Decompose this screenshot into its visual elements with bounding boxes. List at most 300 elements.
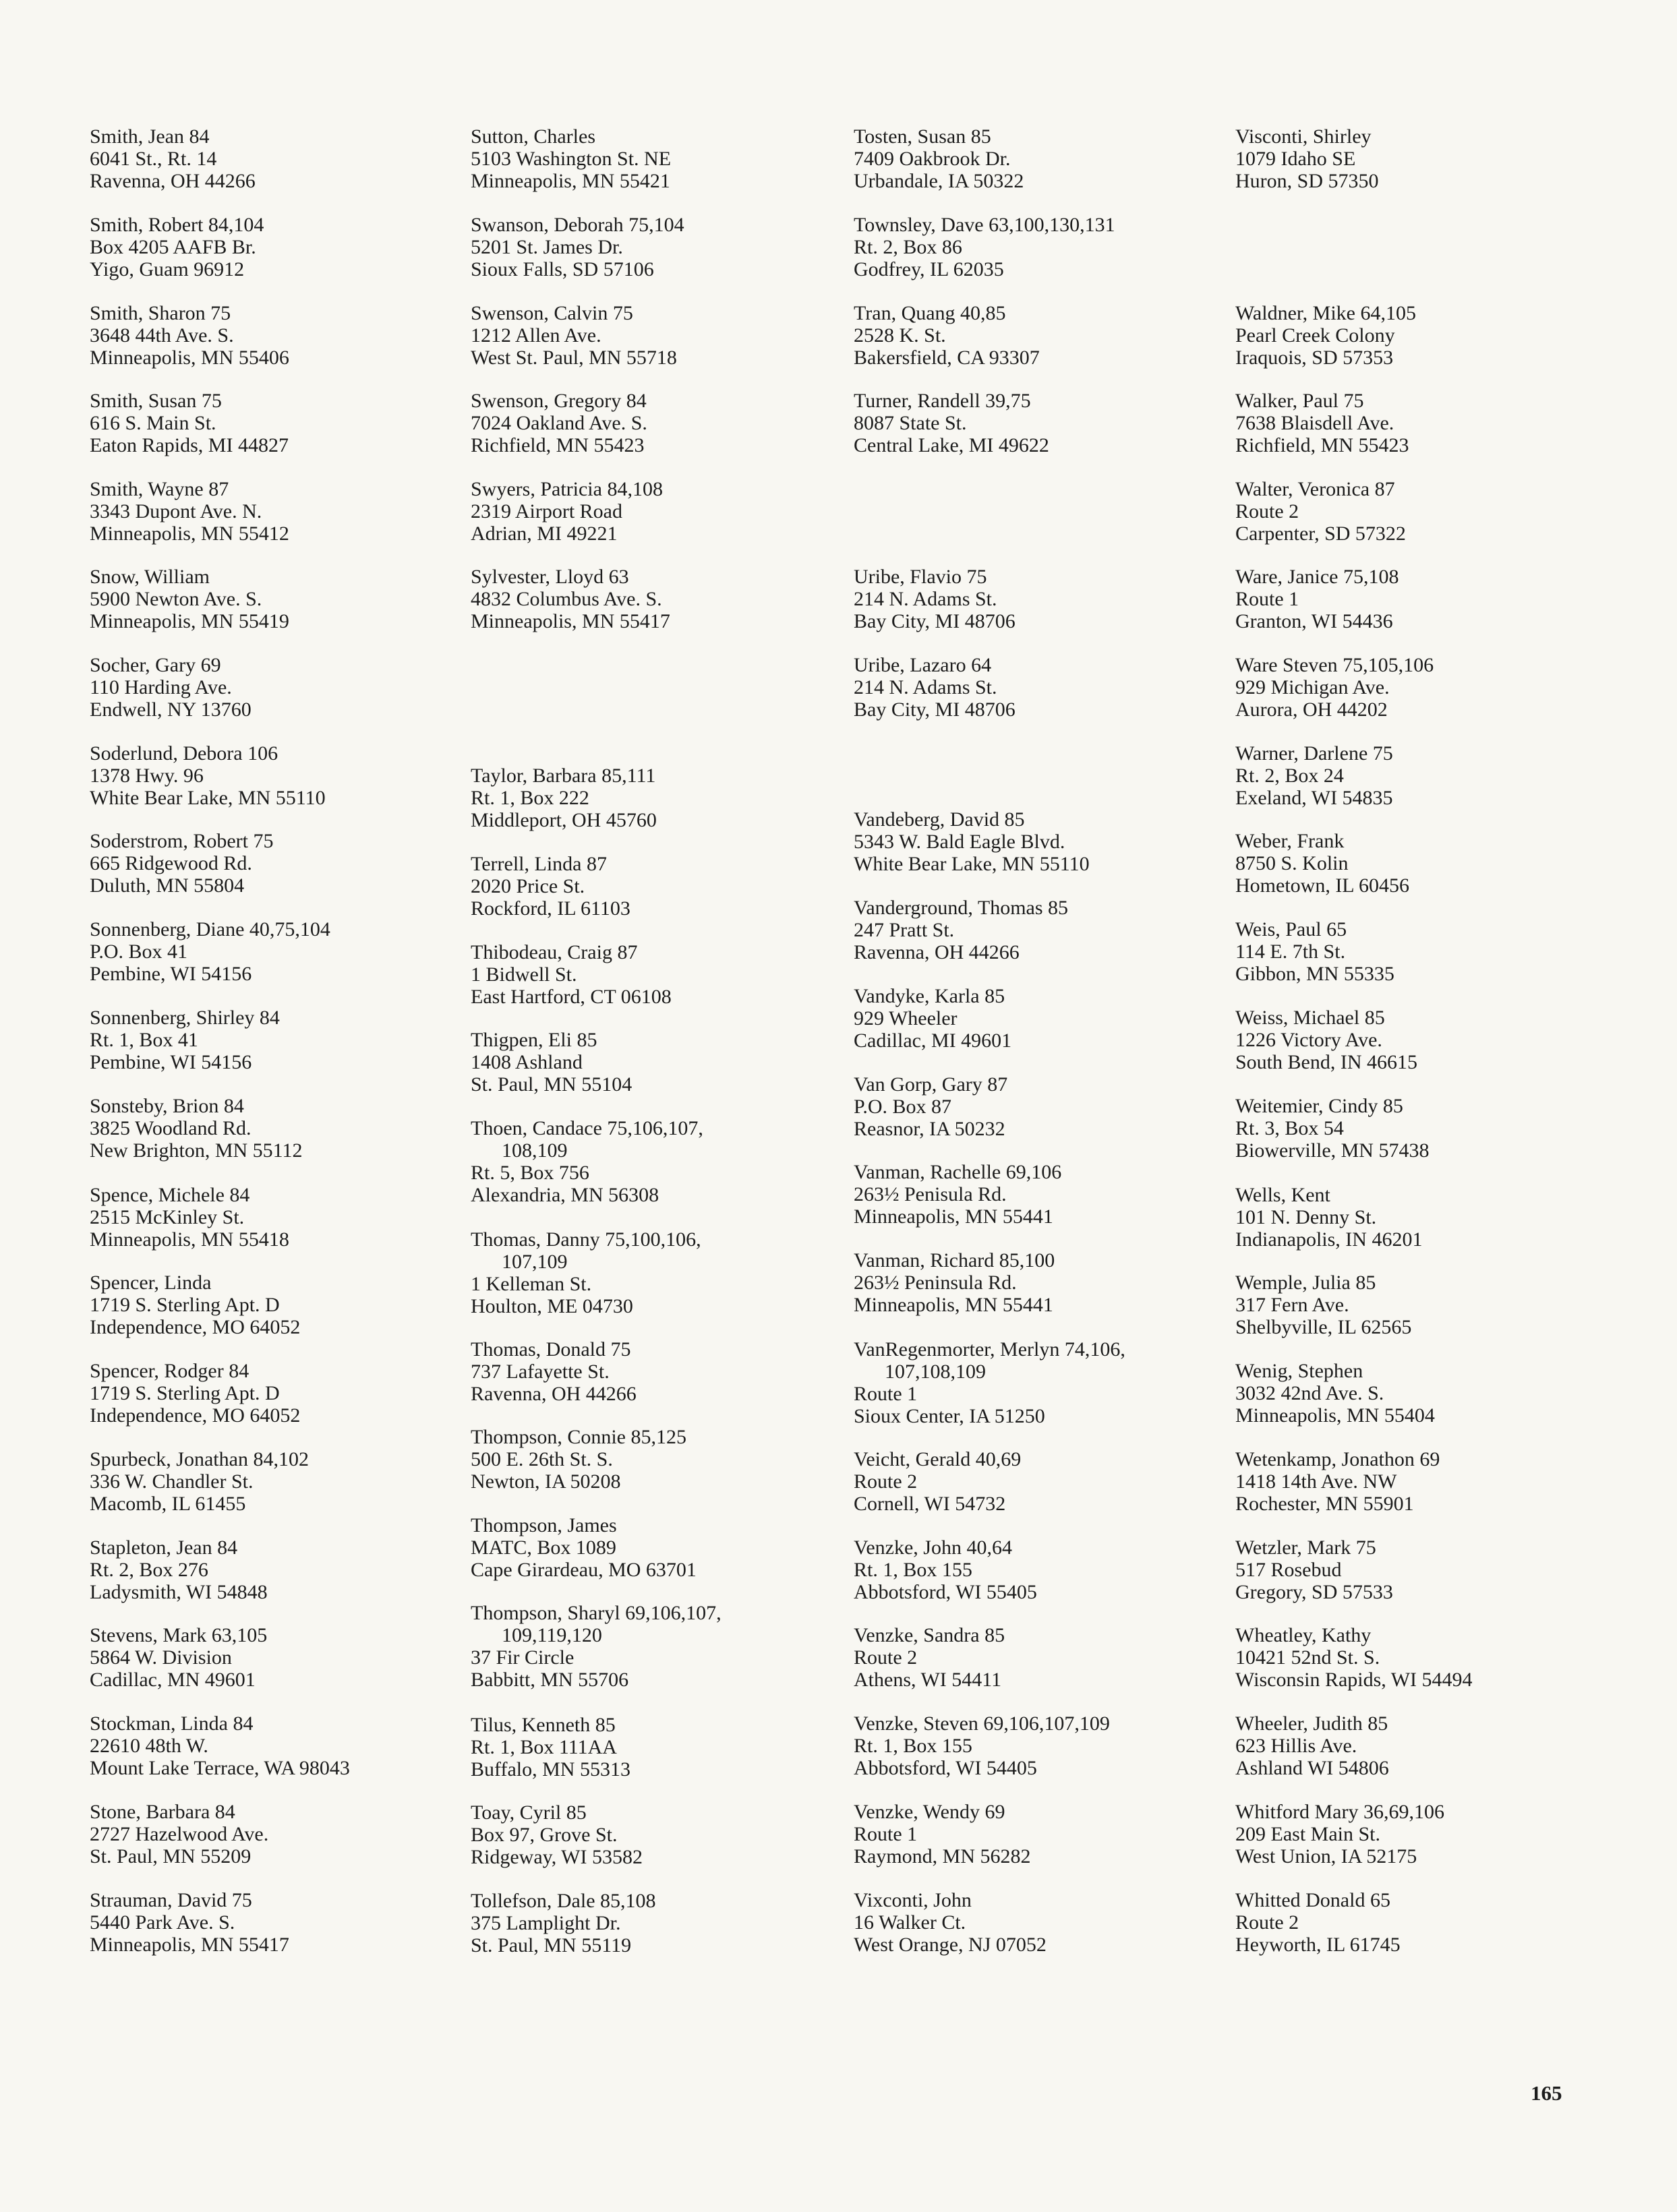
entry-name: Smith, Sharon 75: [90, 302, 231, 324]
page-number: 165: [1531, 2081, 1562, 2105]
directory-entry: [90, 918, 474, 985]
directory-entry: [90, 390, 474, 456]
directory-entry: [1235, 390, 1620, 456]
directory-entry: [1235, 654, 1620, 721]
entry-address-line: St. Paul, MN 55119: [471, 1934, 632, 1956]
entry-name: Weber, Frank: [1235, 830, 1345, 852]
directory-entry: [854, 125, 1238, 192]
entry-name: Spence, Michele 84: [90, 1184, 250, 1206]
entry-name: Spencer, Linda: [90, 1272, 212, 1294]
entry-name: Thompson, Sharyl 69,106,107,: [471, 1602, 722, 1624]
directory-entry: [854, 1889, 1238, 1956]
entry-address-line: Rt. 2, Box 276: [90, 1559, 208, 1581]
entry-name: Venzke, John 40,64: [854, 1536, 1012, 1559]
entry-name: Weis, Paul 65: [1235, 918, 1347, 940]
entry-address-line: Sioux Center, IA 51250: [854, 1405, 1045, 1427]
directory-entry: [854, 1161, 1238, 1228]
entry-address-line: Cadillac, MI 49601: [854, 1029, 1012, 1052]
entry-address-line: Ravenna, OH 44266: [90, 170, 256, 192]
entry-address-line: Godfrey, IL 62035: [854, 258, 1004, 280]
entry-name: Veicht, Gerald 40,69: [854, 1448, 1022, 1470]
entry-name: Swenson, Gregory 84: [471, 390, 647, 412]
entry-name: Thoen, Candace 75,106,107,: [471, 1117, 703, 1139]
directory-entry: [471, 1426, 855, 1493]
entry-name: Vandeberg, David 85: [854, 808, 1025, 831]
entry-address-line: 1226 Victory Ave.: [1235, 1029, 1382, 1051]
directory-entry: [1235, 302, 1620, 369]
entry-name: Weiss, Michael 85: [1235, 1007, 1385, 1029]
directory-entry: [854, 1338, 1238, 1427]
directory-entry: [471, 1117, 855, 1206]
entry-address-line: 263½ Peninsula Rd.: [854, 1272, 1017, 1294]
entry-address-line: Box 4205 AAFB Br.: [90, 236, 256, 258]
entry-address-line: Independence, MO 64052: [90, 1316, 301, 1338]
directory-entry: [90, 1184, 474, 1251]
entry-address-line: Minneapolis, MN 55441: [854, 1294, 1053, 1316]
directory-entry: [471, 390, 855, 456]
entry-name: Wetzler, Mark 75: [1235, 1536, 1376, 1559]
directory-entry: [854, 1073, 1238, 1140]
directory-entry: [1235, 1184, 1620, 1251]
entry-address-line: Bay City, MI 48706: [854, 698, 1016, 721]
entry-name: Swanson, Deborah 75,104: [471, 214, 684, 236]
entry-name: Spencer, Rodger 84: [90, 1360, 249, 1382]
entry-name: Townsley, Dave 63,100,130,131: [854, 214, 1115, 236]
entry-name-continuation: 107,108,109: [885, 1361, 986, 1383]
entry-address-line: 1 Kelleman St.: [471, 1273, 592, 1295]
entry-address-line: 616 S. Main St.: [90, 412, 216, 434]
directory-entry: [90, 1095, 474, 1162]
directory-entry: [1235, 1095, 1620, 1162]
entry-address-line: 101 N. Denny St.: [1235, 1206, 1377, 1228]
entry-name: Vanman, Richard 85,100: [854, 1249, 1055, 1272]
entry-address-line: 1079 Idaho SE: [1235, 148, 1356, 170]
entry-address-line: 5864 W. Division: [90, 1646, 232, 1669]
entry-address-line: Rt. 1, Box 111AA: [471, 1736, 617, 1758]
entry-address-line: Rochester, MN 55901: [1235, 1493, 1414, 1515]
entry-address-line: Rt. 1, Box 155: [854, 1735, 972, 1757]
directory-entry: [471, 1602, 855, 1691]
entry-address-line: 375 Lamplight Dr.: [471, 1912, 621, 1934]
directory-entry: [471, 214, 855, 280]
entry-address-line: Gibbon, MN 55335: [1235, 963, 1394, 985]
entry-name: Thompson, James: [471, 1514, 617, 1536]
directory-entry: [90, 125, 474, 192]
directory-entry: [90, 478, 474, 545]
entry-address-line: 8750 S. Kolin: [1235, 852, 1349, 874]
directory-entry: [1235, 742, 1620, 809]
entry-name: Whitford Mary 36,69,106: [1235, 1801, 1444, 1823]
entry-name-continuation: 108,109: [502, 1139, 568, 1162]
entry-address-line: Indianapolis, IN 46201: [1235, 1228, 1423, 1251]
entry-address-line: Route 1: [1235, 588, 1299, 610]
entry-name: Ware, Janice 75,108: [1235, 566, 1399, 588]
entry-name: Venzke, Wendy 69: [854, 1801, 1005, 1823]
entry-address-line: 1408 Ashland: [471, 1051, 583, 1073]
entry-address-line: Reasnor, IA 50232: [854, 1118, 1005, 1140]
entry-address-line: 6041 St., Rt. 14: [90, 148, 217, 170]
directory-entry: [854, 1536, 1238, 1603]
entry-name: Tran, Quang 40,85: [854, 302, 1006, 324]
entry-address-line: 317 Fern Ave.: [1235, 1294, 1349, 1316]
directory-entry: [471, 478, 855, 545]
entry-address-line: 7638 Blaisdell Ave.: [1235, 412, 1394, 434]
entry-name: Thomas, Donald 75: [471, 1338, 631, 1361]
directory-entry: [90, 654, 474, 721]
entry-address-line: New Brighton, MN 55112: [90, 1139, 303, 1162]
entry-name: Smith, Jean 84: [90, 125, 210, 148]
entry-name: Wenig, Stephen: [1235, 1360, 1363, 1382]
entry-name: Sylvester, Lloyd 63: [471, 566, 629, 588]
entry-address-line: 2020 Price St.: [471, 875, 585, 897]
directory-entry: [90, 1360, 474, 1427]
entry-address-line: Cadillac, MN 49601: [90, 1669, 256, 1691]
entry-address-line: Biowerville, MN 57438: [1235, 1139, 1430, 1162]
entry-address-line: Minneapolis, MN 55419: [90, 610, 289, 632]
entry-address-line: White Bear Lake, MN 55110: [854, 853, 1090, 875]
entry-address-line: South Bend, IN 46615: [1235, 1051, 1417, 1073]
entry-address-line: Adrian, MI 49221: [471, 522, 618, 545]
directory-entry: [854, 1624, 1238, 1691]
entry-address-line: Athens, WI 54411: [854, 1669, 1002, 1691]
directory-entry: [471, 941, 855, 1008]
directory-entry: [90, 566, 474, 632]
directory-entry: [854, 1801, 1238, 1867]
directory-entry: [1235, 1712, 1620, 1779]
entry-address-line: Ashland WI 54806: [1235, 1757, 1389, 1779]
entry-address-line: 336 W. Chandler St.: [90, 1470, 254, 1493]
entry-address-line: Alexandria, MN 56308: [471, 1184, 659, 1206]
entry-name: Walker, Paul 75: [1235, 390, 1364, 412]
entry-address-line: 247 Pratt St.: [854, 919, 955, 941]
entry-name: Stapleton, Jean 84: [90, 1536, 238, 1559]
entry-address-line: Yigo, Guam 96912: [90, 258, 245, 280]
entry-address-line: Minneapolis, MN 55406: [90, 347, 289, 369]
directory-entry: [471, 1338, 855, 1405]
entry-address-line: 5343 W. Bald Eagle Blvd.: [854, 831, 1065, 853]
entry-name: Uribe, Flavio 75: [854, 566, 987, 588]
directory-entry: [90, 214, 474, 280]
entry-name: Sutton, Charles: [471, 125, 595, 148]
directory-entry: [1235, 1536, 1620, 1603]
entry-address-line: Central Lake, MI 49622: [854, 434, 1049, 456]
entry-address-line: Ravenna, OH 44266: [471, 1383, 637, 1405]
entry-address-line: Babbitt, MN 55706: [471, 1669, 629, 1691]
entry-name: Ware Steven 75,105,106: [1235, 654, 1434, 676]
entry-name: Smith, Susan 75: [90, 390, 222, 412]
entry-name: Snow, William: [90, 566, 210, 588]
entry-address-line: 209 East Main St.: [1235, 1823, 1380, 1845]
entry-name: Sonnenberg, Diane 40,75,104: [90, 918, 330, 940]
directory-entry: [1235, 1360, 1620, 1427]
entry-name: Wheatley, Kathy: [1235, 1624, 1372, 1646]
directory-entry: [90, 1624, 474, 1691]
entry-address-line: Carpenter, SD 57322: [1235, 522, 1406, 545]
entry-name: Tilus, Kenneth 85: [471, 1714, 616, 1736]
entry-address-line: Cornell, WI 54732: [854, 1493, 1006, 1515]
entry-address-line: Box 97, Grove St.: [471, 1824, 618, 1846]
entry-name: Tollefson, Dale 85,108: [471, 1890, 656, 1912]
directory-entry: [90, 1712, 474, 1779]
entry-address-line: Gregory, SD 57533: [1235, 1581, 1393, 1603]
entry-address-line: Houlton, ME 04730: [471, 1295, 633, 1317]
entry-address-line: Bakersfield, CA 93307: [854, 347, 1040, 369]
directory-entry: [90, 1272, 474, 1338]
entry-address-line: 1719 S. Sterling Apt. D: [90, 1382, 280, 1404]
entry-name: Vandyke, Karla 85: [854, 985, 1005, 1007]
directory-entry: [471, 1801, 855, 1868]
entry-name: Smith, Robert 84,104: [90, 214, 264, 236]
entry-name: VanRegenmorter, Merlyn 74,106,: [854, 1338, 1125, 1361]
entry-address-line: 3343 Dupont Ave. N.: [90, 500, 262, 522]
entry-address-line: Minneapolis, MN 55417: [90, 1934, 289, 1956]
entry-address-line: 8087 State St.: [854, 412, 967, 434]
directory-entry: [854, 808, 1238, 875]
directory-entry: [90, 1536, 474, 1603]
directory-entry: [471, 1890, 855, 1956]
entry-name: Strauman, David 75: [90, 1889, 252, 1911]
entry-address-line: 1378 Hwy. 96: [90, 765, 204, 787]
entry-address-line: Exeland, WI 54835: [1235, 787, 1393, 809]
entry-name: Whitted Donald 65: [1235, 1889, 1390, 1911]
entry-address-line: 10421 52nd St. S.: [1235, 1646, 1380, 1669]
entry-name: Smith, Wayne 87: [90, 478, 229, 500]
directory-entry: [1235, 1889, 1620, 1956]
entry-name: Turner, Randell 39,75: [854, 390, 1031, 412]
directory-entry: [1235, 1272, 1620, 1338]
entry-address-line: 1418 14th Ave. NW: [1235, 1470, 1397, 1493]
entry-name: Taylor, Barbara 85,111: [471, 765, 656, 787]
directory-entry: [471, 1228, 855, 1317]
directory-entry: [854, 390, 1238, 456]
entry-address-line: Newton, IA 50208: [471, 1470, 621, 1493]
entry-address-line: 500 E. 26th St. S.: [471, 1448, 613, 1470]
entry-address-line: 214 N. Adams St.: [854, 588, 997, 610]
entry-address-line: East Hartford, CT 06108: [471, 986, 672, 1008]
entry-name: Vixconti, John: [854, 1889, 972, 1911]
entry-address-line: 5201 St. James Dr.: [471, 236, 623, 258]
entry-address-line: Macomb, IL 61455: [90, 1493, 246, 1515]
directory-entry: [854, 1448, 1238, 1515]
directory-entry: [1235, 125, 1620, 192]
directory-entry: [854, 985, 1238, 1052]
entry-name: Uribe, Lazaro 64: [854, 654, 992, 676]
entry-address-line: Route 2: [854, 1470, 918, 1493]
entry-address-line: Ravenna, OH 44266: [854, 941, 1020, 963]
entry-address-line: 22610 48th W.: [90, 1735, 208, 1757]
entry-name: Vanderground, Thomas 85: [854, 897, 1069, 919]
entry-address-line: 7409 Oakbrook Dr.: [854, 148, 1011, 170]
entry-address-line: 929 Michigan Ave.: [1235, 676, 1390, 698]
entry-address-line: 37 Fir Circle: [471, 1646, 575, 1669]
entry-name: Walter, Veronica 87: [1235, 478, 1395, 500]
entry-name: Wemple, Julia 85: [1235, 1272, 1376, 1294]
entry-name: Visconti, Shirley: [1235, 125, 1372, 148]
entry-address-line: Granton, WI 54436: [1235, 610, 1393, 632]
directory-entry: [471, 853, 855, 920]
entry-name: Socher, Gary 69: [90, 654, 221, 676]
entry-name: Weitemier, Cindy 85: [1235, 1095, 1403, 1117]
entry-name: Vanman, Rachelle 69,106: [854, 1161, 1062, 1183]
entry-address-line: Route 2: [1235, 1911, 1299, 1934]
entry-address-line: 1 Bidwell St.: [471, 963, 577, 986]
entry-address-line: 16 Walker Ct.: [854, 1911, 966, 1934]
entry-address-line: Huron, SD 57350: [1235, 170, 1379, 192]
entry-name: Venzke, Steven 69,106,107,109: [854, 1712, 1110, 1735]
entry-address-line: Shelbyville, IL 62565: [1235, 1316, 1412, 1338]
directory-entry: [854, 897, 1238, 963]
entry-address-line: Richfield, MN 55423: [471, 434, 645, 456]
entry-name: Thigpen, Eli 85: [471, 1029, 597, 1051]
entry-address-line: Abbotsford, WI 55405: [854, 1581, 1037, 1603]
directory-entry: [1235, 918, 1620, 985]
directory-entry: [90, 742, 474, 809]
directory-entry: [90, 830, 474, 897]
directory-entry: [1235, 478, 1620, 545]
entry-address-line: Rt. 2, Box 24: [1235, 765, 1344, 787]
entry-address-line: 5103 Washington St. NE: [471, 148, 672, 170]
directory-entry: [854, 214, 1238, 280]
entry-address-line: Duluth, MN 55804: [90, 874, 245, 897]
entry-name: Van Gorp, Gary 87: [854, 1073, 1008, 1096]
entry-address-line: Cape Girardeau, MO 63701: [471, 1559, 697, 1581]
entry-name: Toay, Cyril 85: [471, 1801, 587, 1824]
entry-address-line: Route 1: [854, 1823, 918, 1845]
entry-name: Stone, Barbara 84: [90, 1801, 235, 1823]
entry-address-line: Minneapolis, MN 55412: [90, 522, 289, 545]
entry-name: Sonnenberg, Shirley 84: [90, 1007, 280, 1029]
entry-address-line: Pembine, WI 54156: [90, 1051, 252, 1073]
directory-entry: [1235, 1801, 1620, 1867]
entry-address-line: Urbandale, IA 50322: [854, 170, 1024, 192]
directory-entry: [90, 1007, 474, 1073]
directory-entry: [471, 765, 855, 831]
entry-address-line: Route 2: [854, 1646, 918, 1669]
entry-name: Sonsteby, Brion 84: [90, 1095, 244, 1117]
entry-address-line: Minneapolis, MN 55418: [90, 1228, 289, 1251]
directory-entry: [471, 302, 855, 369]
directory-entry: [1235, 830, 1620, 897]
directory-entry: [1235, 1007, 1620, 1073]
directory-entry: [90, 1448, 474, 1515]
entry-address-line: 3032 42nd Ave. S.: [1235, 1382, 1384, 1404]
entry-address-line: Pearl Creek Colony: [1235, 324, 1395, 347]
entry-address-line: MATC, Box 1089: [471, 1536, 616, 1559]
entry-address-line: Independence, MO 64052: [90, 1404, 301, 1427]
entry-address-line: Buffalo, MN 55313: [471, 1758, 630, 1781]
directory-entry: [471, 125, 855, 192]
entry-address-line: Rt. 1, Box 222: [471, 787, 589, 809]
entry-address-line: 114 E. 7th St.: [1235, 940, 1346, 963]
entry-address-line: Minneapolis, MN 55421: [471, 170, 670, 192]
entry-address-line: Minneapolis, MN 55417: [471, 610, 670, 632]
entry-address-line: Route 2: [1235, 500, 1299, 522]
directory-entry: [471, 1714, 855, 1781]
entry-address-line: 7024 Oakland Ave. S.: [471, 412, 647, 434]
entry-name: Swenson, Calvin 75: [471, 302, 633, 324]
entry-name: Thompson, Connie 85,125: [471, 1426, 686, 1448]
entry-address-line: Rt. 5, Box 756: [471, 1162, 589, 1184]
entry-address-line: West Orange, NJ 07052: [854, 1934, 1047, 1956]
entry-address-line: 737 Lafayette St.: [471, 1361, 610, 1383]
entry-address-line: 623 Hillis Ave.: [1235, 1735, 1357, 1757]
entry-address-line: Abbotsford, WI 54405: [854, 1757, 1037, 1779]
directory-entry: [854, 566, 1238, 632]
entry-address-line: Mount Lake Terrace, WA 98043: [90, 1757, 350, 1779]
entry-name: Soderstrom, Robert 75: [90, 830, 274, 852]
entry-name: Tosten, Susan 85: [854, 125, 991, 148]
entry-address-line: Ladysmith, WI 54848: [90, 1581, 268, 1603]
entry-address-line: 2515 McKinley St.: [90, 1206, 245, 1228]
entry-name-continuation: 109,119,120: [502, 1624, 602, 1646]
entry-address-line: P.O. Box 41: [90, 940, 188, 963]
entry-address-line: Raymond, MN 56282: [854, 1845, 1031, 1867]
entry-name: Wetenkamp, Jonathon 69: [1235, 1448, 1440, 1470]
directory-entry: [90, 302, 474, 369]
entry-address-line: 110 Harding Ave.: [90, 676, 232, 698]
entry-address-line: 2727 Hazelwood Ave.: [90, 1823, 269, 1845]
entry-name: Wells, Kent: [1235, 1184, 1330, 1206]
directory-entry: [854, 302, 1238, 369]
directory-entry: [471, 566, 855, 632]
entry-address-line: St. Paul, MN 55209: [90, 1845, 252, 1867]
entry-name: Soderlund, Debora 106: [90, 742, 278, 765]
entry-name: Venzke, Sandra 85: [854, 1624, 1005, 1646]
entry-address-line: 3825 Woodland Rd.: [90, 1117, 252, 1139]
entry-address-line: West St. Paul, MN 55718: [471, 347, 677, 369]
entry-address-line: Richfield, MN 55423: [1235, 434, 1409, 456]
entry-address-line: Eaton Rapids, MI 44827: [90, 434, 289, 456]
entry-name: Stevens, Mark 63,105: [90, 1624, 268, 1646]
entry-name: Waldner, Mike 64,105: [1235, 302, 1416, 324]
entry-address-line: 4832 Columbus Ave. S.: [471, 588, 662, 610]
entry-address-line: Wisconsin Rapids, WI 54494: [1235, 1669, 1473, 1691]
entry-address-line: 2528 K. St.: [854, 324, 946, 347]
entry-address-line: Bay City, MI 48706: [854, 610, 1016, 632]
directory-entry: [1235, 1448, 1620, 1515]
entry-address-line: 1719 S. Sterling Apt. D: [90, 1294, 280, 1316]
entry-address-line: 2319 Airport Road: [471, 500, 622, 522]
entry-name: Thibodeau, Craig 87: [471, 941, 638, 963]
entry-address-line: Rt. 2, Box 86: [854, 236, 962, 258]
directory-entry: [854, 1712, 1238, 1779]
entry-address-line: Ridgeway, WI 53582: [471, 1846, 643, 1868]
entry-address-line: 517 Rosebud: [1235, 1559, 1342, 1581]
entry-address-line: Hometown, IL 60456: [1235, 874, 1410, 897]
directory-entry: [471, 1029, 855, 1096]
entry-address-line: St. Paul, MN 55104: [471, 1073, 632, 1096]
entry-name-continuation: 107,109: [502, 1251, 568, 1273]
entry-address-line: Endwell, NY 13760: [90, 698, 252, 721]
entry-address-line: 929 Wheeler: [854, 1007, 958, 1029]
entry-name: Wheeler, Judith 85: [1235, 1712, 1388, 1735]
entry-name: Terrell, Linda 87: [471, 853, 607, 875]
entry-address-line: 3648 44th Ave. S.: [90, 324, 234, 347]
entry-name: Thomas, Danny 75,100,106,: [471, 1228, 701, 1251]
entry-address-line: Sioux Falls, SD 57106: [471, 258, 654, 280]
entry-address-line: Iraquois, SD 57353: [1235, 347, 1394, 369]
directory-entry: [854, 1249, 1238, 1316]
entry-address-line: Aurora, OH 44202: [1235, 698, 1388, 721]
entry-address-line: Rt. 1, Box 155: [854, 1559, 972, 1581]
entry-name: Spurbeck, Jonathan 84,102: [90, 1448, 309, 1470]
entry-address-line: Minneapolis, MN 55441: [854, 1205, 1053, 1228]
directory-entry: [1235, 566, 1620, 632]
directory-entry: [1235, 1624, 1620, 1691]
entry-address-line: Rockford, IL 61103: [471, 897, 630, 920]
entry-address-line: 214 N. Adams St.: [854, 676, 997, 698]
directory-entry: [854, 654, 1238, 721]
